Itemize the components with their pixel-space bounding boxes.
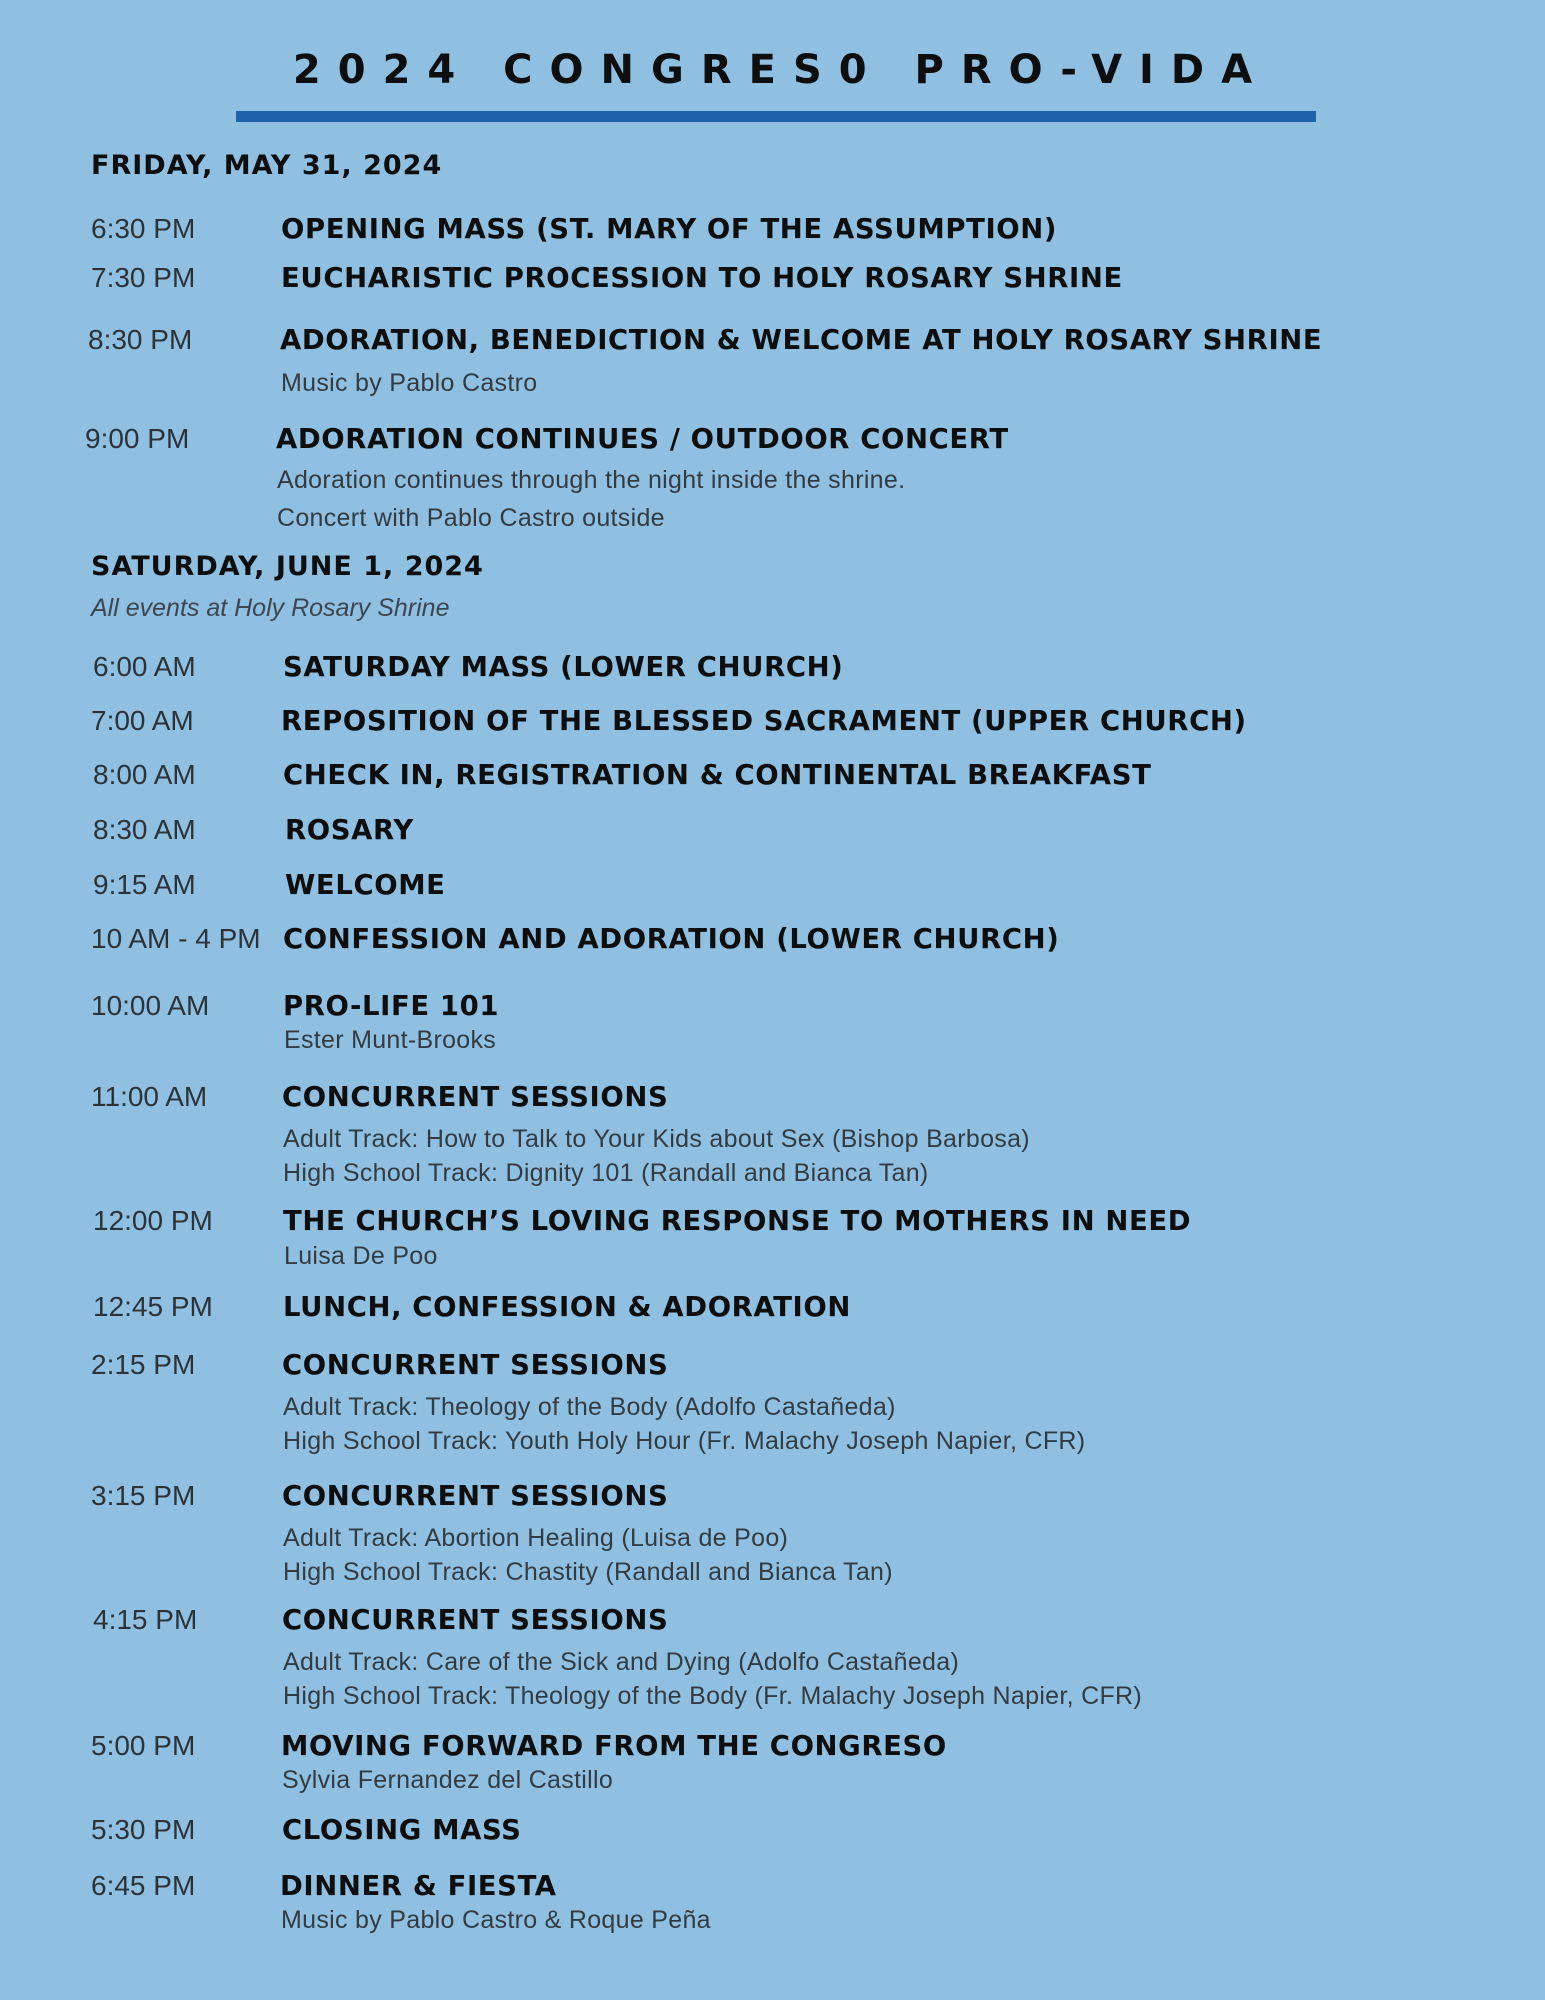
event-title: SATURDAY MASS (LOWER CHURCH) (283, 651, 844, 683)
event-time: 10:00 AM (91, 990, 210, 1021)
event-title: CONCURRENT SESSIONS (282, 1480, 669, 1512)
event-time: 3:15 PM (91, 1480, 196, 1511)
event-title: CHECK IN, REGISTRATION & CONTINENTAL BREAKFAST (283, 759, 1152, 791)
event-detail: Adult Track: How to Talk to Your Kids about Sex (Bishop Barbosa) (283, 1125, 1030, 1153)
event-title: PRO-LIFE 101 (283, 990, 500, 1022)
event-title: WELCOME (285, 869, 446, 901)
event-time: 9:15 AM (93, 869, 196, 900)
event-detail: Adoration continues through the night inside the shrine. (277, 466, 906, 494)
event-title: EUCHARISTIC PROCESSION TO HOLY ROSARY SHRINE (281, 262, 1123, 294)
event-time: 6:30 PM (91, 213, 196, 244)
page-title: 2024 CONGRES0 PRO-VIDA (292, 47, 1270, 93)
event-time: 9:00 PM (85, 423, 190, 454)
event-detail: Sylvia Fernandez del Castillo (282, 1766, 614, 1794)
event-detail: Adult Track: Care of the Sick and Dying (Adolfo Castañeda) (283, 1648, 960, 1676)
event-title: CONFESSION AND ADORATION (LOWER CHURCH) (283, 923, 1060, 955)
event-detail: Music by Pablo Castro & Roque Peña (281, 1906, 711, 1934)
friday-heading: FRIDAY, MAY 31, 2024 (91, 150, 443, 181)
event-detail: High School Track: Dignity 101 (Randall and Bianca Tan) (283, 1159, 929, 1187)
event-title: CONCURRENT SESSIONS (282, 1604, 669, 1636)
event-title: LUNCH, CONFESSION & ADORATION (283, 1291, 851, 1323)
event-time: 12:00 PM (93, 1205, 213, 1236)
event-title: MOVING FORWARD FROM THE CONGRESO (281, 1730, 947, 1762)
event-detail: High School Track: Theology of the Body (Fr. Malachy Joseph Napier, CFR) (283, 1682, 1143, 1710)
event-time: 7:00 AM (91, 705, 194, 736)
event-title: ADORATION, BENEDICTION & WELCOME AT HOLY ROSARY SHRINE (280, 324, 1323, 356)
saturday-heading: SATURDAY, JUNE 1, 2024 (91, 551, 484, 582)
event-time: 8:30 AM (93, 814, 196, 845)
event-detail: Luisa De Poo (284, 1242, 438, 1270)
event-time: 8:30 PM (88, 324, 193, 355)
event-title: DINNER & FIESTA (280, 1870, 557, 1902)
event-detail: Adult Track: Theology of the Body (Adolfo Castañeda) (283, 1393, 896, 1421)
event-detail: Music by Pablo Castro (281, 369, 538, 397)
event-time: 7:30 PM (91, 262, 196, 293)
event-time: 11:00 AM (91, 1081, 208, 1112)
event-title: OPENING MASS (ST. MARY OF THE ASSUMPTION) (281, 213, 1058, 245)
event-time: 5:30 PM (91, 1814, 196, 1845)
title-underline (236, 111, 1316, 122)
event-title: CONCURRENT SESSIONS (282, 1081, 669, 1113)
event-time: 5:00 PM (91, 1730, 196, 1761)
event-title: ROSARY (285, 814, 414, 846)
event-title: THE CHURCH’S LOVING RESPONSE TO MOTHERS IN NEED (283, 1205, 1192, 1237)
event-detail: Ester Munt-Brooks (284, 1026, 497, 1054)
event-time: 2:15 PM (91, 1349, 196, 1380)
event-detail: Adult Track: Abortion Healing (Luisa de Poo) (283, 1524, 789, 1552)
saturday-location-note: All events at Holy Rosary Shrine (91, 594, 450, 622)
event-title: REPOSITION OF THE BLESSED SACRAMENT (UPPER CHURCH) (281, 705, 1247, 737)
event-time: 4:15 PM (93, 1604, 198, 1635)
event-detail: Concert with Pablo Castro outside (277, 504, 665, 532)
event-time: 8:00 AM (93, 759, 196, 790)
event-time: 6:45 PM (91, 1870, 196, 1901)
event-time: 6:00 AM (93, 651, 196, 682)
event-title: ADORATION CONTINUES / OUTDOOR CONCERT (276, 423, 1009, 455)
event-time: 10 AM - 4 PM (91, 923, 261, 954)
event-title: CLOSING MASS (282, 1814, 522, 1846)
event-time: 12:45 PM (93, 1291, 213, 1322)
event-detail: High School Track: Youth Holy Hour (Fr. Malachy Joseph Napier, CFR) (283, 1427, 1086, 1455)
event-title: CONCURRENT SESSIONS (282, 1349, 669, 1381)
event-detail: High School Track: Chastity (Randall and Bianca Tan) (283, 1558, 893, 1586)
